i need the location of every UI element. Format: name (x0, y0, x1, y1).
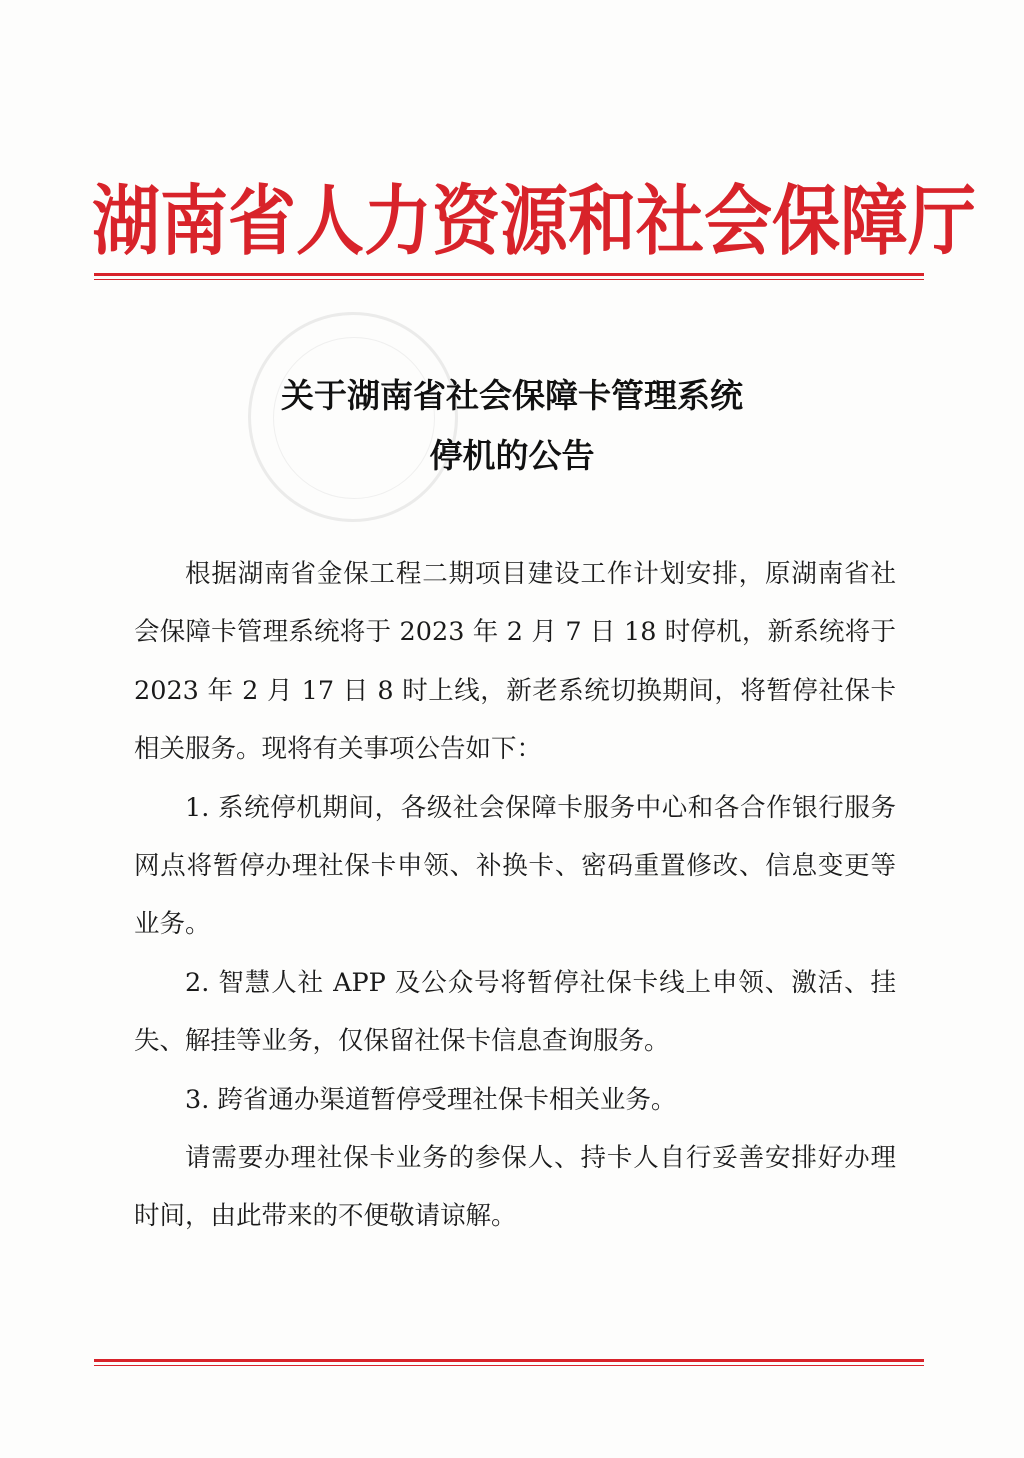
body-paragraph-item-3: 3. 跨省通办渠道暂停受理社保卡相关业务。 (185, 1084, 677, 1115)
notice-title-line-1: 关于湖南省社会保障卡管理系统 (281, 376, 743, 415)
notice-body (134, 545, 896, 1246)
header-rule-thick (94, 273, 924, 276)
notice-title-line-2: 停机的公告 (429, 436, 595, 475)
header-red-rule (94, 273, 924, 282)
footer-red-rule (94, 1359, 924, 1368)
footer-rule-thick (94, 1359, 924, 1362)
body-paragraph-closing: 请需要办理社保卡业务的参保人、持卡人自行妥善安排好办理时间，由此带来的不便敬请谅解。 (134, 1143, 896, 1232)
header-rule-thin (94, 279, 924, 280)
body-paragraph-item-2: 2. 智慧人社 APP 及公众号将暂停社保卡线上申领、激活、挂失、解挂等业务，仅保留社保卡信息查询服务。 (134, 967, 896, 1057)
issuer-masthead: 湖南省人力资源和社会保障厅 (92, 176, 977, 267)
footer-rule-thin (94, 1365, 924, 1366)
body-paragraph-intro: 根据湖南省金保工程二期项目建设工作计划安排，原湖南省社会保障卡管理系统将于 2023 年 2 月 7 日 18 时停机，新系统将于 2023 年 2 月 17 日 8 时上线，新老系统切换期间，将暂停社保卡相关服务。现将有关事项公告如下： (134, 559, 896, 765)
body-paragraph-item-1: 1. 系统停机期间，各级社会保障卡服务中心和各合作银行服务网点将暂停办理社保卡申领、补换卡、密码重置修改、信息变更等业务。 (134, 792, 896, 940)
